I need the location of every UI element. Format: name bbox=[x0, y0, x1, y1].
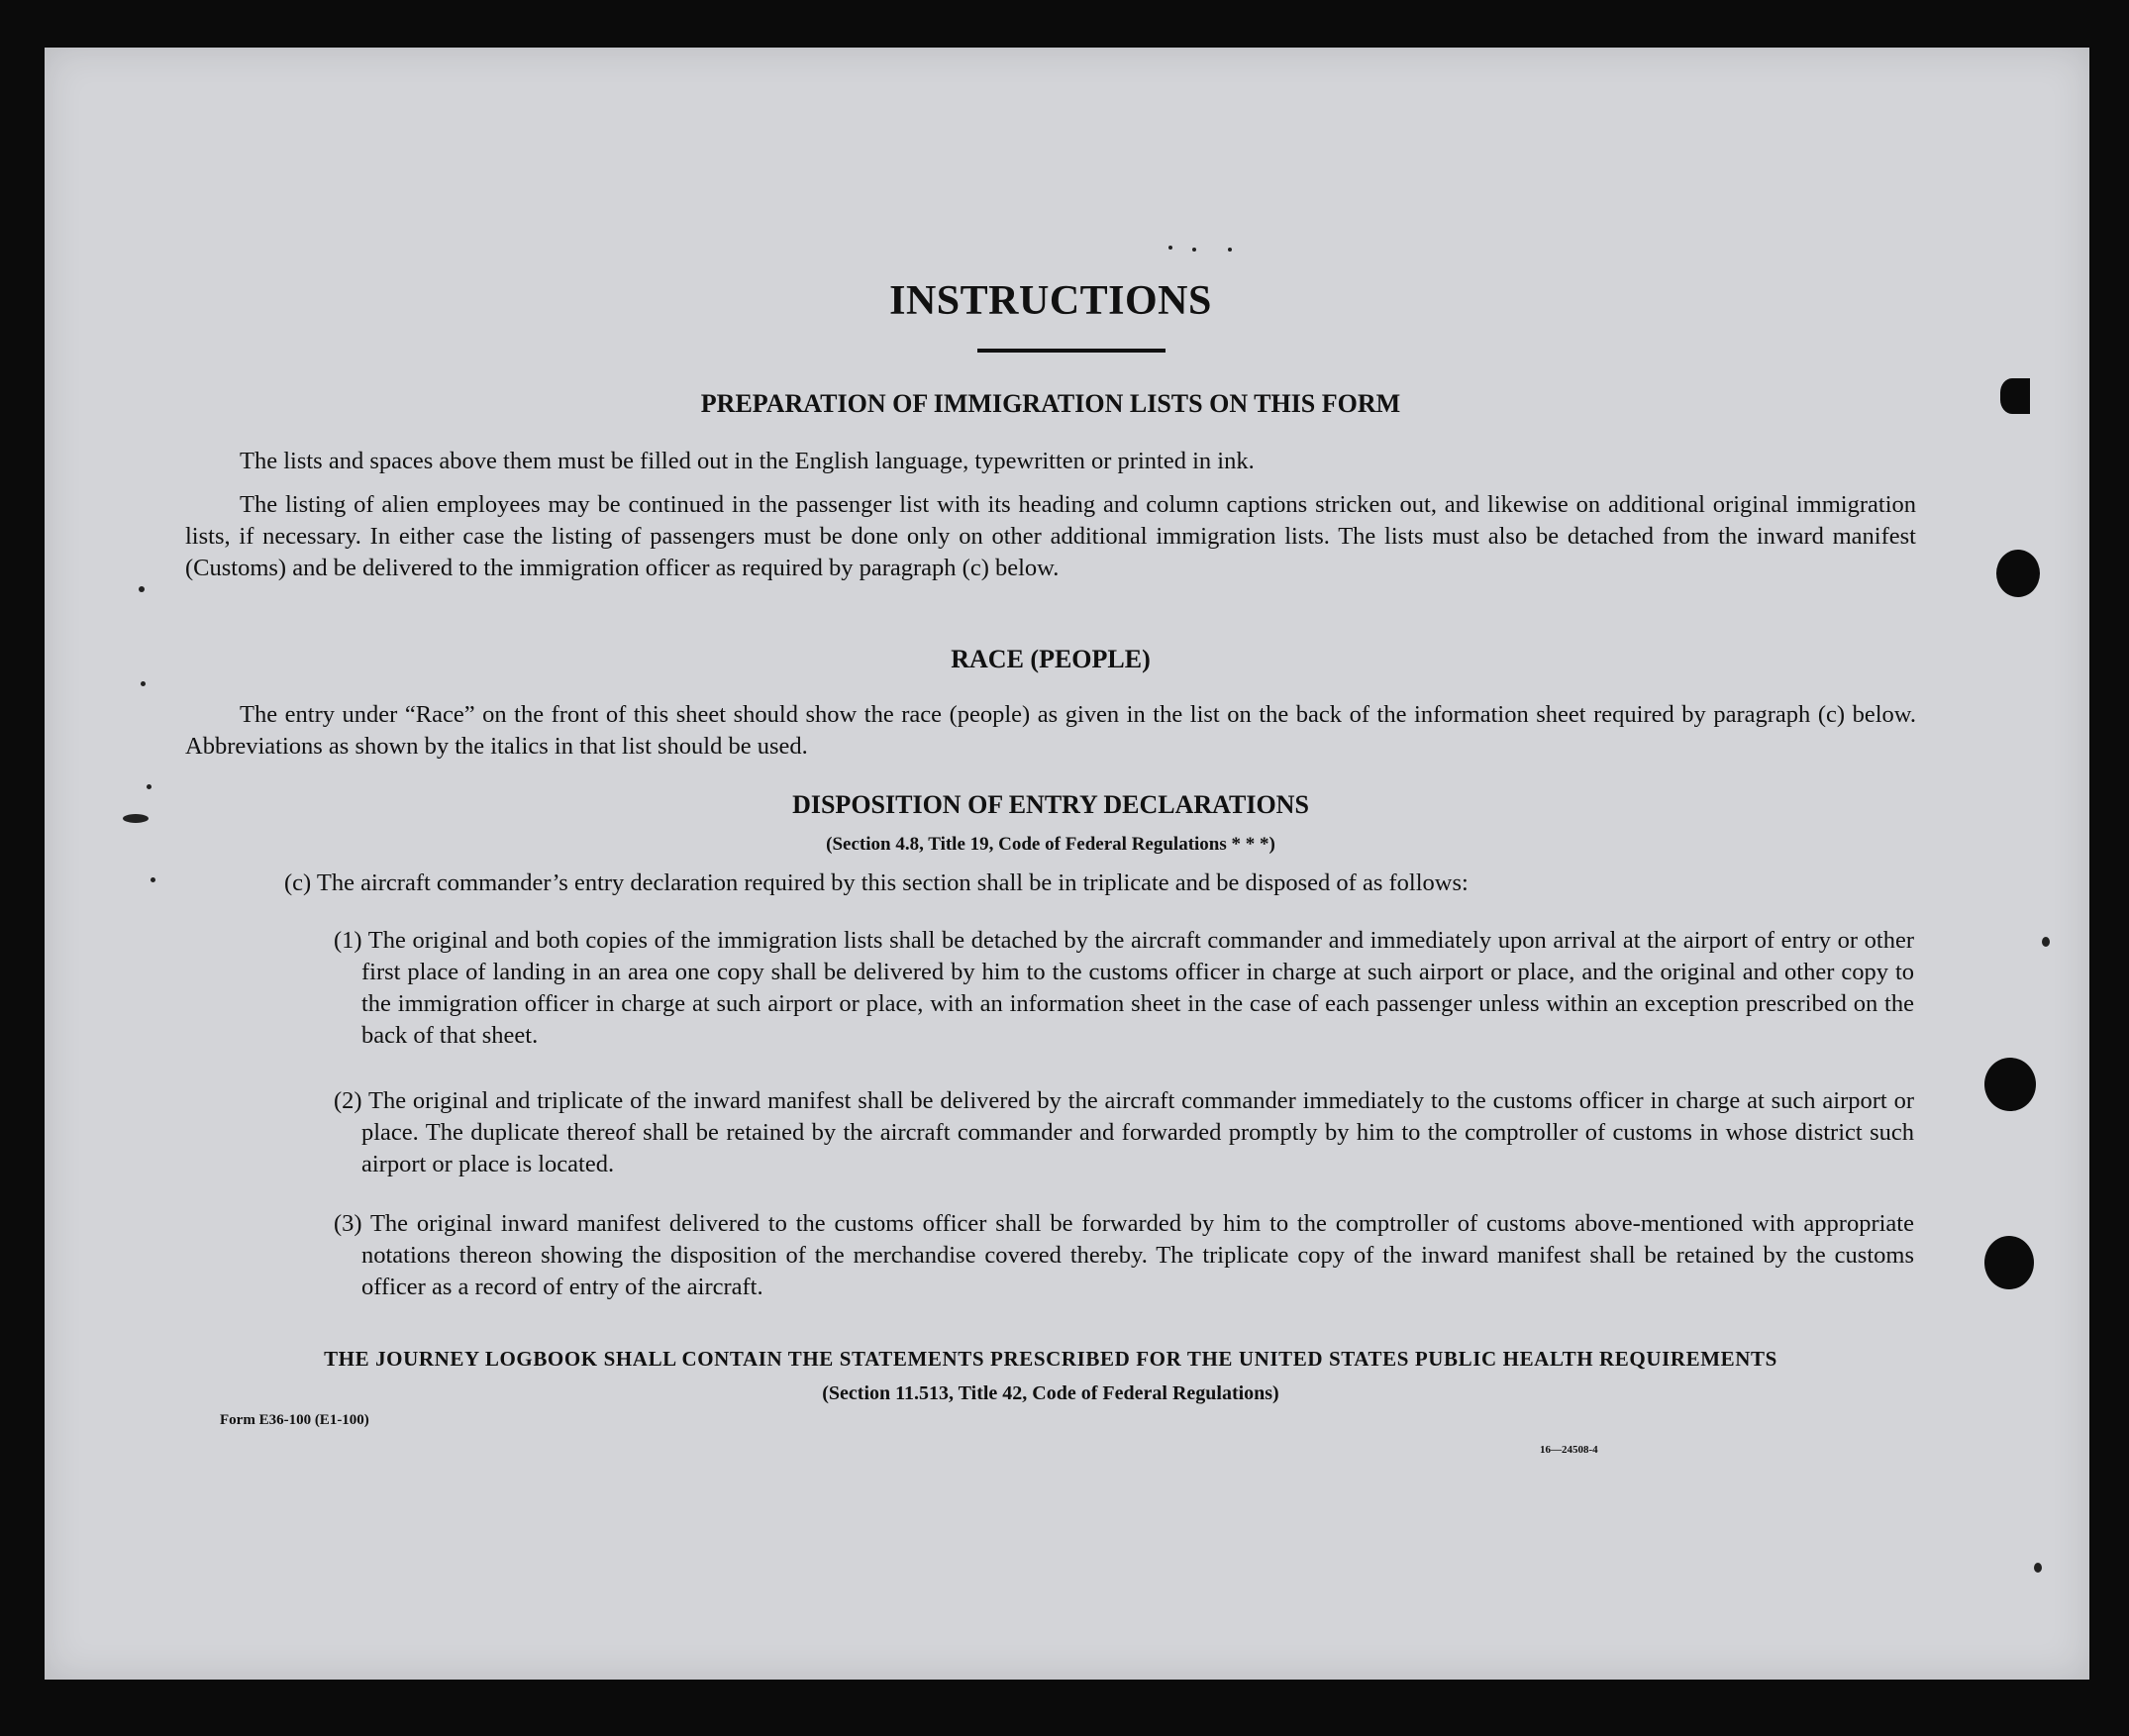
page-title: INSTRUCTIONS bbox=[889, 278, 1212, 324]
disposition-item-3: (3) The original inward manifest delivered to the customs officer shall be forwarded by him to the comptroller of customs above-mentioned with appropriate notations thereon showing the disposition of the merchandise covered thereby. The triplicate copy of the inward manifest shall be retained by the customs officer as a record of entry of the aircraft. bbox=[334, 1210, 1914, 1300]
scan-speck bbox=[1168, 246, 1172, 250]
punch-hole bbox=[1984, 1236, 2034, 1289]
disposition-item-1: (1) The original and both copies of the immigration lists shall be detached by the aircraft commander and immediately upon arrival at the airport of entry or other first place of landing in an area one copy shall be delivered by him to the customs officer in charge at such airport or place, and the original and other copy to the immigration officer in charge at such airport or place, with an information sheet in the case of each passenger unless within an exception prescribed on the back of that sheet. bbox=[334, 927, 1914, 1049]
scan-speck bbox=[2034, 1563, 2042, 1573]
public-health-statement: THE JOURNEY LOGBOOK SHALL CONTAIN THE STATEMENTS PRESCRIBED FOR THE UNITED STATES PUBLIC HEALTH REQUIREMENTS bbox=[324, 1347, 1777, 1371]
punch-hole bbox=[1984, 1058, 2036, 1111]
punch-hole bbox=[2000, 378, 2030, 414]
disposition-citation: (Section 4.8, Title 19, Code of Federal Regulations * * *) bbox=[826, 834, 1275, 855]
scan-speck bbox=[141, 681, 146, 686]
preparation-paragraph-2: The listing of alien employees may be continued in the passenger list with its heading and column captions stricken out, and likewise on additional original immigration lists, if necessary. In either case the listing of passengers must be done only on other additional immigration lists. The lists must also be detached from the inward manifest (Customs) and be delivered to the immigration officer as required by paragraph (c) below. bbox=[185, 491, 1916, 581]
disposition-item-2: (2) The original and triplicate of the inward manifest shall be delivered by the aircraft commander immediately to the customs officer in charge at such airport or place. The duplicate thereof shall be retained by the aircraft commander and forwarded promptly by him to the comptroller of customs in whose district such airport or place is located. bbox=[334, 1087, 1914, 1177]
disposition-intro: (c) The aircraft commander’s entry declaration required by this section shall be in triplicate and be disposed of as follows: bbox=[284, 869, 1469, 896]
preparation-heading: PREPARATION OF IMMIGRATION LISTS ON THIS FORM bbox=[700, 389, 1401, 418]
scan-speck bbox=[1228, 248, 1232, 252]
form-number: Form E36-100 (E1-100) bbox=[220, 1412, 369, 1428]
scan-speck bbox=[147, 784, 152, 789]
title-underline bbox=[977, 349, 1166, 353]
disposition-heading: DISPOSITION OF ENTRY DECLARATIONS bbox=[792, 790, 1309, 819]
scan-speck bbox=[2042, 937, 2050, 947]
public-health-citation: (Section 11.513, Title 42, Code of Federal Regulations) bbox=[822, 1382, 1279, 1404]
punch-hole bbox=[1996, 550, 2040, 597]
scan-speck bbox=[1192, 248, 1196, 252]
scan-speck bbox=[151, 877, 155, 882]
race-paragraph: The entry under “Race” on the front of this sheet should show the race (people) as given in the list on the back of the information sheet required by paragraph (c) below. Abbreviations as shown by the italics in that list should be used. bbox=[185, 701, 1916, 760]
scan-speck bbox=[139, 586, 145, 592]
preparation-paragraph-1: The lists and spaces above them must be filled out in the English language, typewritten or printed in ink. bbox=[240, 448, 1255, 474]
scan-speck bbox=[123, 814, 149, 823]
print-code: 16—24508-4 bbox=[1540, 1444, 1598, 1456]
race-heading: RACE (PEOPLE) bbox=[951, 645, 1151, 673]
